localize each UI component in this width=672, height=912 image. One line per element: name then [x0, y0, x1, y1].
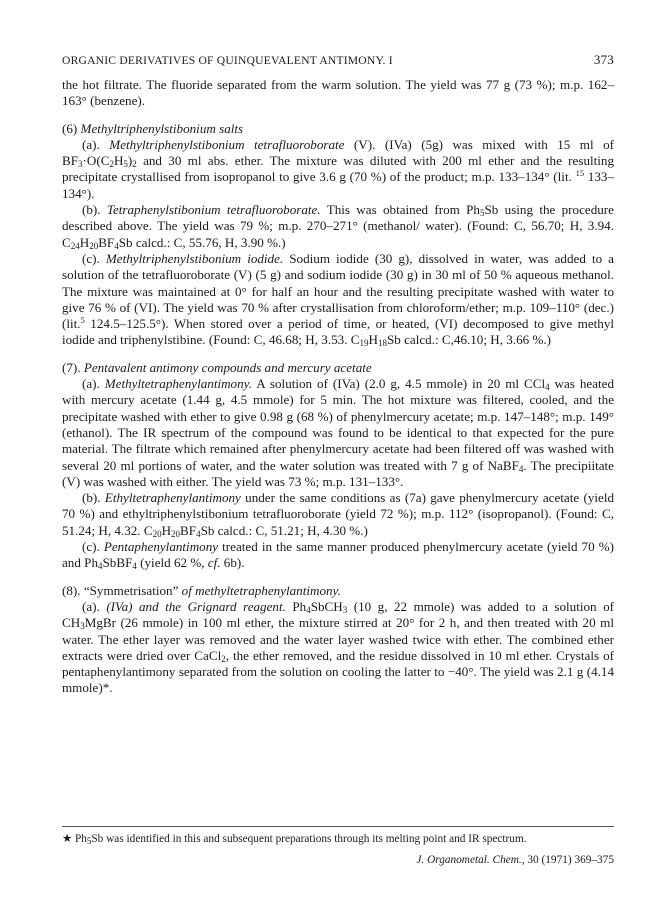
- footnote-divider: [62, 826, 614, 827]
- journal-page: [62, 52, 614, 697]
- section-heading-6: (6) Methyltriphenylstibonium salts: [62, 120, 244, 136]
- paragraph-8a: (a). (IVa) and the Grignard reagent. $Ph_4SbCH_3$ (10 g, 22 mmole) was added to a solution of $CH_3MgBr$ (26 mmole) in 100 ml ether, the mixture stirred at 20° for 2 h, and then treated with 20 ml water. The ether layer was removed and the water layer washed twice with ether. The combined ether extracts were dried over CaCl$_2$, the ether removed, and the residue dissolved in 10 ml ether. Crystals of pentaphenylantimony separated from the solution on cooling the latter to −40°. The yield was 2.1 g (4.14 mmole)*.: [62, 598, 614, 696]
- paragraph-7a: (a). Methyltetraphenylantimony. A solution of (IVa) (2.0 g, 4.5 mmole) in 20 ml CCl$_4$ was heated with mercury acetate (1.44 g, 4.5 mmole) for 5 min. The hot mixture was filtered, cooled, and the precipitate washed with ether to give 0.98 g (68 %) of phenylmercury acetate; m.p. 147–148°; m.p. 149° (ethanol). The IR spectrum of the compound was found to be identical to that expected for the pure material. The filtrate which remained after phenylmercury acetate had been filtered off was washed with several 20 ml portions of water, and the water solution was treated with 7 g of NaBF$_4$. The precipiitate (V) was washed with either. The yield was 73 %; m.p. 131–133°.: [62, 376, 615, 489]
- footnote: ★ $Ph_5Sb$ was identified in this and subsequent preparations through its melting point and IR spectrum.: [62, 833, 527, 846]
- paragraph-continued: the hot filtrate. The fluoride separated from the warm solution. The yield was 77 g (73 %); m.p. 162–163° (benzene).: [62, 77, 614, 109]
- paragraph-7b: (b). Ethyltetraphenylantimony under the same conditions as (7a) gave phenylmercury acetate (yield 70 %) and ethyltriphenylstibonium tetrafluoroborate (yield 72 %); m.p. 112° (isopropanol). (Found: C, 51.24; H, 4.32. $C_{20}H_{20}BF_4Sb$ calcd.: C, 51.21; H, 4.30 %.): [62, 490, 614, 539]
- paragraph-6a: (a). Methyltriphenylstibonium tetrafluoroborate (V). (IVa) (5g) was mixed with 15 ml of $BF_3\cdot O(C_2H_5)_2$ and 30 ml abs. ether. The mixture was diluted with 200 ml ether and the resulting precipitate crystallised from isopropanol to give 3.6 g (70 %) of the product; m.p. 133–134° (lit. $^{15}$ 133–134°).: [62, 136, 614, 201]
- section-heading-7: (7). Pentavalent antimony compounds and mercury acetate: [62, 359, 372, 375]
- page-number: 373: [593, 52, 614, 67]
- paragraph-6c: (c). Methyltriphenylstibonium iodide. Sodium iodide (30 g), dissolved in water, was added to a solution of the tetrafluoroborate (V) (5 g) and sodium iodide (30 g) in 30 ml of 50 % aqueous methanol. The mixture was maintained at 0° for half an hour and the resulting precipitate washed with water to give 76 % of (VI). The yield was 70 % after crystallisation from chloroform/ether; m.p. 109–110° (dec.) (lit.$^5$ 124.5–125.5°). When stored over a period of time, or heated, (VI) decomposed to give methyl iodide and triphenylstibine. (Found: C, 46.68; H, 3.53. $C_{19}H_{18}Sb$ calcd.: C,46.10; H, 3.66 %.): [62, 250, 614, 349]
- paragraph-6b: (b). Tetraphenylstibonium tetrafluoroborate. This was obtained from $Ph_5Sb$ using the procedure described above. The yield was 79 %; m.p. 270–271° (methanol/ water). (Found: C, 56.70; H, 3.94. $C_{24}H_{20}BF_4Sb$ calcd.: C, 55.76, H, 3.90 %.): [62, 202, 614, 251]
- section-heading-8: (8). “Symmetrisation” of methyltetraphenylantimony.: [62, 582, 341, 598]
- running-header: [62, 52, 614, 68]
- journal-citation: J. Organometal. Chem., 30 (1971) 369–375: [416, 854, 614, 866]
- paragraph-7c: (c). Pentaphenylantimony treated in the same manner produced phenylmercury acetate (yield 70 %) and $Ph_4SbBF_4$ (yield 62 %, cf. 6b).: [62, 539, 614, 572]
- running-title: ORGANIC DERIVATIVES OF QUINQUEVALENT ANTIMONY. I: [62, 54, 393, 67]
